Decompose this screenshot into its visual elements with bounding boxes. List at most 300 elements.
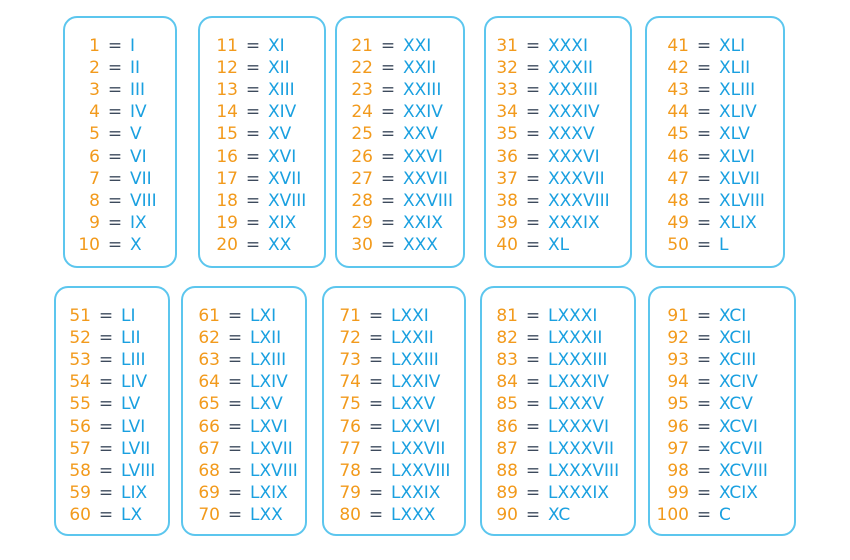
roman-numeral: LXXIV xyxy=(391,372,441,393)
arabic-number: 24 xyxy=(351,102,373,123)
equals-sign: = xyxy=(525,168,541,189)
equals-sign: = xyxy=(98,416,114,437)
arabic-number: 81 xyxy=(496,306,518,326)
arabic-number: 56 xyxy=(69,416,91,437)
equals-sign: = xyxy=(525,306,541,326)
equals-sign: = xyxy=(368,460,384,481)
number-card xyxy=(198,16,326,268)
number-card xyxy=(480,286,636,536)
equals-sign: = xyxy=(696,438,712,459)
equals-sign: = xyxy=(696,460,712,481)
roman-numeral: XCVI xyxy=(719,416,758,437)
equals-sign: = xyxy=(696,146,712,167)
arabic-number: 69 xyxy=(198,482,220,503)
equals-sign: = xyxy=(98,350,114,371)
equals-sign: = xyxy=(107,102,123,123)
equals-sign: = xyxy=(525,394,541,415)
equals-sign: = xyxy=(227,350,243,371)
roman-numeral: X xyxy=(130,234,142,255)
roman-numeral: XXII xyxy=(403,58,437,79)
arabic-number: 73 xyxy=(339,350,361,371)
roman-numeral: XXXVII xyxy=(548,168,605,189)
arabic-number: 46 xyxy=(667,146,689,167)
arabic-number: 86 xyxy=(496,416,518,437)
arabic-number: 96 xyxy=(667,416,689,437)
roman-numeral: IV xyxy=(130,102,147,123)
arabic-number: 65 xyxy=(198,394,220,415)
arabic-number: 38 xyxy=(496,190,518,211)
arabic-number: 7 xyxy=(89,168,100,189)
equals-sign: = xyxy=(368,482,384,503)
roman-numeral: LXXXVIII xyxy=(548,460,620,481)
equals-sign: = xyxy=(245,36,261,56)
roman-numeral: LXIV xyxy=(250,372,288,393)
equals-sign: = xyxy=(107,168,123,189)
arabic-number: 15 xyxy=(216,124,238,145)
roman-numeral: LXXVI xyxy=(391,416,441,437)
roman-numeral: LXXX xyxy=(391,504,436,525)
arabic-number: 2 xyxy=(89,58,100,79)
equals-sign: = xyxy=(380,234,396,255)
equals-sign: = xyxy=(525,372,541,393)
roman-numeral: XCIV xyxy=(719,372,758,393)
equals-sign: = xyxy=(696,482,712,503)
equals-sign: = xyxy=(525,482,541,503)
roman-numeral: XXXIX xyxy=(548,212,600,233)
arabic-number: 29 xyxy=(351,212,373,233)
arabic-number: 12 xyxy=(216,58,238,79)
equals-sign: = xyxy=(98,372,114,393)
number-card xyxy=(484,16,632,268)
arabic-number: 64 xyxy=(198,372,220,393)
arabic-number: 63 xyxy=(198,350,220,371)
roman-numeral: LXXXIV xyxy=(548,372,610,393)
equals-sign: = xyxy=(227,438,243,459)
arabic-number: 31 xyxy=(496,36,518,56)
roman-numeral: XXIII xyxy=(403,80,442,101)
roman-numeral: LXXIII xyxy=(391,350,439,371)
equals-sign: = xyxy=(696,102,712,123)
equals-sign: = xyxy=(245,168,261,189)
arabic-number: 27 xyxy=(351,168,373,189)
number-card xyxy=(335,16,465,268)
roman-numeral: LXXXIII xyxy=(548,350,608,371)
arabic-number: 70 xyxy=(198,504,220,525)
roman-numeral: LXXIX xyxy=(391,482,441,503)
arabic-number: 88 xyxy=(496,460,518,481)
roman-numeral: LXXXII xyxy=(548,328,603,349)
arabic-number: 53 xyxy=(69,350,91,371)
roman-numeral: XLVIII xyxy=(719,190,765,211)
arabic-number: 14 xyxy=(216,102,238,123)
equals-sign: = xyxy=(525,190,541,211)
arabic-number: 60 xyxy=(69,504,91,525)
equals-sign: = xyxy=(107,190,123,211)
arabic-number: 59 xyxy=(69,482,91,503)
roman-numeral: LII xyxy=(121,328,141,349)
equals-sign: = xyxy=(525,416,541,437)
equals-sign: = xyxy=(696,58,712,79)
roman-numeral: C xyxy=(719,504,731,525)
roman-numeral: XVII xyxy=(268,168,302,189)
roman-numeral: XVI xyxy=(268,146,297,167)
arabic-number: 4 xyxy=(89,102,100,123)
number-card xyxy=(648,286,796,536)
arabic-number: 78 xyxy=(339,460,361,481)
arabic-number: 8 xyxy=(89,190,100,211)
arabic-number: 43 xyxy=(667,80,689,101)
roman-numeral: LX xyxy=(121,504,143,525)
equals-sign: = xyxy=(227,306,243,326)
roman-numeral: LVII xyxy=(121,438,151,459)
equals-sign: = xyxy=(368,394,384,415)
arabic-number: 22 xyxy=(351,58,373,79)
arabic-number: 5 xyxy=(89,124,100,145)
roman-numeral: XXIX xyxy=(403,212,443,233)
arabic-number: 66 xyxy=(198,416,220,437)
roman-numeral: LXVI xyxy=(250,416,288,437)
arabic-number: 72 xyxy=(339,328,361,349)
arabic-number: 93 xyxy=(667,350,689,371)
arabic-number: 52 xyxy=(69,328,91,349)
equals-sign: = xyxy=(696,80,712,101)
equals-sign: = xyxy=(696,394,712,415)
arabic-number: 33 xyxy=(496,80,518,101)
arabic-number: 77 xyxy=(339,438,361,459)
arabic-number: 30 xyxy=(351,234,373,255)
roman-numeral: XX xyxy=(268,234,292,255)
arabic-number: 80 xyxy=(339,504,361,525)
equals-sign: = xyxy=(368,350,384,371)
equals-sign: = xyxy=(245,190,261,211)
equals-sign: = xyxy=(107,36,123,56)
roman-numeral: IX xyxy=(130,212,147,233)
roman-numeral: XCIX xyxy=(719,482,758,503)
equals-sign: = xyxy=(245,124,261,145)
roman-numeral: XLVI xyxy=(719,146,755,167)
roman-numeral: LXVII xyxy=(250,438,293,459)
roman-numeral: LXXVIII xyxy=(391,460,451,481)
roman-numeral: LXXXVI xyxy=(548,416,610,437)
arabic-number: 3 xyxy=(89,80,100,101)
arabic-number: 26 xyxy=(351,146,373,167)
equals-sign: = xyxy=(368,416,384,437)
arabic-number: 84 xyxy=(496,372,518,393)
arabic-number: 40 xyxy=(496,234,518,255)
roman-numeral: LXXXI xyxy=(548,306,598,326)
equals-sign: = xyxy=(368,372,384,393)
equals-sign: = xyxy=(245,234,261,255)
roman-numeral: XII xyxy=(268,58,290,79)
roman-numeral: XXIV xyxy=(403,102,443,123)
equals-sign: = xyxy=(525,504,541,525)
equals-sign: = xyxy=(525,58,541,79)
roman-numeral: XXVII xyxy=(403,168,448,189)
arabic-number: 61 xyxy=(198,306,220,326)
roman-numeral: XIX xyxy=(268,212,297,233)
arabic-number: 54 xyxy=(69,372,91,393)
roman-numeral: LIV xyxy=(121,372,148,393)
roman-numeral: XXXVIII xyxy=(548,190,610,211)
roman-numeral: XC xyxy=(548,504,571,525)
equals-sign: = xyxy=(98,460,114,481)
arabic-number: 90 xyxy=(496,504,518,525)
equals-sign: = xyxy=(696,234,712,255)
equals-sign: = xyxy=(245,212,261,233)
equals-sign: = xyxy=(227,482,243,503)
roman-numeral: XLI xyxy=(719,36,746,56)
equals-sign: = xyxy=(380,58,396,79)
equals-sign: = xyxy=(525,146,541,167)
number-card xyxy=(322,286,466,536)
equals-sign: = xyxy=(696,372,712,393)
arabic-number: 34 xyxy=(496,102,518,123)
equals-sign: = xyxy=(696,36,712,56)
number-card xyxy=(54,286,170,536)
arabic-number: 11 xyxy=(216,36,238,56)
equals-sign: = xyxy=(98,306,114,326)
roman-numeral: V xyxy=(130,124,142,145)
equals-sign: = xyxy=(98,504,114,525)
roman-numeral: XXXII xyxy=(548,58,593,79)
roman-numeral: LVI xyxy=(121,416,146,437)
equals-sign: = xyxy=(227,372,243,393)
equals-sign: = xyxy=(696,168,712,189)
arabic-number: 74 xyxy=(339,372,361,393)
roman-numeral: VI xyxy=(130,146,147,167)
arabic-number: 48 xyxy=(667,190,689,211)
arabic-number: 55 xyxy=(69,394,91,415)
equals-sign: = xyxy=(696,306,712,326)
equals-sign: = xyxy=(368,306,384,326)
arabic-number: 62 xyxy=(198,328,220,349)
arabic-number: 42 xyxy=(667,58,689,79)
roman-numeral: LXXII xyxy=(391,328,434,349)
equals-sign: = xyxy=(107,234,123,255)
roman-numeral: LXXVII xyxy=(391,438,446,459)
equals-sign: = xyxy=(227,328,243,349)
equals-sign: = xyxy=(696,212,712,233)
roman-numeral: XXXV xyxy=(548,124,595,145)
roman-numeral: XV xyxy=(268,124,292,145)
arabic-number: 97 xyxy=(667,438,689,459)
arabic-number: 68 xyxy=(198,460,220,481)
roman-numeral: XXVI xyxy=(403,146,443,167)
roman-numeral: I xyxy=(130,36,136,56)
equals-sign: = xyxy=(380,146,396,167)
equals-sign: = xyxy=(696,328,712,349)
arabic-number: 41 xyxy=(667,36,689,56)
equals-sign: = xyxy=(525,438,541,459)
roman-numeral: LXII xyxy=(250,328,282,349)
arabic-number: 95 xyxy=(667,394,689,415)
roman-numeral: LIII xyxy=(121,350,146,371)
roman-numeral: XXXVI xyxy=(548,146,600,167)
equals-sign: = xyxy=(525,328,541,349)
arabic-number: 50 xyxy=(667,234,689,255)
roman-numeral: XXXIV xyxy=(548,102,600,123)
roman-numeral: LXIX xyxy=(250,482,288,503)
arabic-number: 98 xyxy=(667,460,689,481)
roman-numeral: XVIII xyxy=(268,190,307,211)
equals-sign: = xyxy=(525,102,541,123)
equals-sign: = xyxy=(525,212,541,233)
arabic-number: 100 xyxy=(656,504,689,525)
equals-sign: = xyxy=(227,504,243,525)
arabic-number: 82 xyxy=(496,328,518,349)
arabic-number: 32 xyxy=(496,58,518,79)
equals-sign: = xyxy=(380,168,396,189)
arabic-number: 71 xyxy=(339,306,361,326)
arabic-number: 94 xyxy=(667,372,689,393)
roman-numeral: LXXV xyxy=(391,394,436,415)
arabic-number: 49 xyxy=(667,212,689,233)
roman-numeral: III xyxy=(130,80,146,101)
equals-sign: = xyxy=(245,102,261,123)
roman-numeral: LIX xyxy=(121,482,148,503)
arabic-number: 37 xyxy=(496,168,518,189)
arabic-number: 10 xyxy=(78,234,100,255)
number-card xyxy=(181,286,307,536)
equals-sign: = xyxy=(107,58,123,79)
arabic-number: 44 xyxy=(667,102,689,123)
roman-numeral: XIV xyxy=(268,102,297,123)
arabic-number: 21 xyxy=(351,36,373,56)
arabic-number: 67 xyxy=(198,438,220,459)
roman-numeral: XLII xyxy=(719,58,751,79)
roman-numeral: XCII xyxy=(719,328,752,349)
roman-numeral: XCVIII xyxy=(719,460,768,481)
equals-sign: = xyxy=(98,438,114,459)
equals-sign: = xyxy=(696,350,712,371)
arabic-number: 28 xyxy=(351,190,373,211)
arabic-number: 89 xyxy=(496,482,518,503)
roman-numeral: XIII xyxy=(268,80,295,101)
arabic-number: 76 xyxy=(339,416,361,437)
equals-sign: = xyxy=(98,482,114,503)
roman-numeral: XCV xyxy=(719,394,753,415)
equals-sign: = xyxy=(107,146,123,167)
equals-sign: = xyxy=(368,504,384,525)
roman-numeral: L xyxy=(719,234,729,255)
roman-numeral: XI xyxy=(268,36,285,56)
equals-sign: = xyxy=(525,124,541,145)
roman-numeral: LXXXV xyxy=(548,394,605,415)
roman-numeral: XCI xyxy=(719,306,747,326)
roman-numeral: LV xyxy=(121,394,141,415)
roman-numeral: XLVII xyxy=(719,168,760,189)
equals-sign: = xyxy=(696,416,712,437)
roman-numeral: LI xyxy=(121,306,136,326)
equals-sign: = xyxy=(227,394,243,415)
equals-sign: = xyxy=(368,438,384,459)
equals-sign: = xyxy=(380,190,396,211)
equals-sign: = xyxy=(98,394,114,415)
arabic-number: 25 xyxy=(351,124,373,145)
equals-sign: = xyxy=(245,58,261,79)
arabic-number: 92 xyxy=(667,328,689,349)
arabic-number: 45 xyxy=(667,124,689,145)
equals-sign: = xyxy=(696,504,712,525)
arabic-number: 20 xyxy=(216,234,238,255)
arabic-number: 87 xyxy=(496,438,518,459)
arabic-number: 18 xyxy=(216,190,238,211)
arabic-number: 58 xyxy=(69,460,91,481)
roman-numeral: LXXXIX xyxy=(548,482,610,503)
equals-sign: = xyxy=(696,190,712,211)
arabic-number: 83 xyxy=(496,350,518,371)
roman-numeral: XXV xyxy=(403,124,438,145)
equals-sign: = xyxy=(525,350,541,371)
arabic-number: 99 xyxy=(667,482,689,503)
equals-sign: = xyxy=(380,36,396,56)
arabic-number: 91 xyxy=(667,306,689,326)
roman-numeral: XL xyxy=(548,234,570,255)
roman-numeral: VIII xyxy=(130,190,157,211)
arabic-number: 57 xyxy=(69,438,91,459)
roman-numeral: XCVII xyxy=(719,438,763,459)
roman-numeral: LXI xyxy=(250,306,277,326)
roman-numeral: XXXI xyxy=(548,36,588,56)
number-card xyxy=(63,16,177,268)
roman-numeral: LXVIII xyxy=(250,460,298,481)
roman-numeral: XXX xyxy=(403,234,438,255)
arabic-number: 13 xyxy=(216,80,238,101)
equals-sign: = xyxy=(107,212,123,233)
equals-sign: = xyxy=(525,80,541,101)
roman-numeral: XLIII xyxy=(719,80,756,101)
equals-sign: = xyxy=(525,460,541,481)
roman-numeral: LXV xyxy=(250,394,283,415)
roman-numeral: XLIV xyxy=(719,102,757,123)
arabic-number: 35 xyxy=(496,124,518,145)
arabic-number: 39 xyxy=(496,212,518,233)
equals-sign: = xyxy=(380,80,396,101)
equals-sign: = xyxy=(380,124,396,145)
arabic-number: 23 xyxy=(351,80,373,101)
arabic-number: 9 xyxy=(89,212,100,233)
equals-sign: = xyxy=(227,416,243,437)
arabic-number: 47 xyxy=(667,168,689,189)
arabic-number: 36 xyxy=(496,146,518,167)
roman-numeral: VII xyxy=(130,168,152,189)
roman-numeral: XCIII xyxy=(719,350,757,371)
equals-sign: = xyxy=(107,124,123,145)
roman-numeral: LVIII xyxy=(121,460,156,481)
arabic-number: 1 xyxy=(89,36,100,56)
roman-numeral: LXIII xyxy=(250,350,287,371)
arabic-number: 51 xyxy=(69,306,91,326)
number-card xyxy=(645,16,785,268)
equals-sign: = xyxy=(380,212,396,233)
arabic-number: 16 xyxy=(216,146,238,167)
equals-sign: = xyxy=(368,328,384,349)
equals-sign: = xyxy=(696,124,712,145)
equals-sign: = xyxy=(380,102,396,123)
arabic-number: 75 xyxy=(339,394,361,415)
roman-numeral: XXVIII xyxy=(403,190,453,211)
equals-sign: = xyxy=(107,80,123,101)
roman-numeral: LXXXVII xyxy=(548,438,615,459)
equals-sign: = xyxy=(525,36,541,56)
roman-numeral: II xyxy=(130,58,141,79)
roman-numeral: XXI xyxy=(403,36,432,56)
arabic-number: 79 xyxy=(339,482,361,503)
equals-sign: = xyxy=(525,234,541,255)
roman-numeral: XLIX xyxy=(719,212,757,233)
roman-numeral: XLV xyxy=(719,124,750,145)
roman-numeral: LXX xyxy=(250,504,283,525)
